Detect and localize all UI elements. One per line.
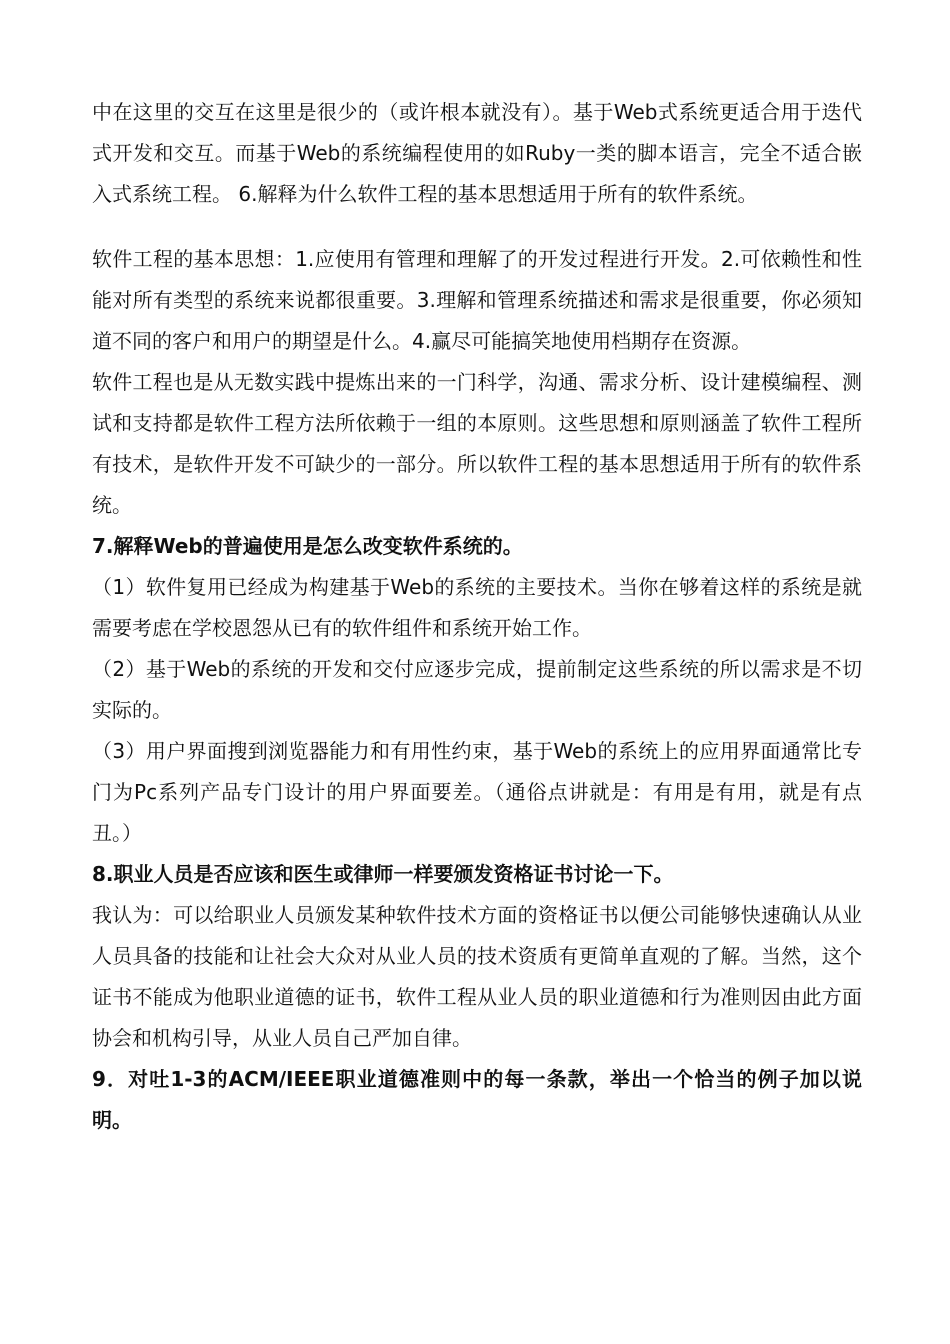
paragraph-intro: 中在这里的交互在这里是很少的（或许根本就没有）。基于Web式系统更适合用于迭代式开发和交互。而基于Web的系统编程使用的如Ruby一类的脚本语言，完全不适合嵌入式系统工程。 6.解释为什么软件工程的基本思想适用于所有的软件系统。 bbox=[92, 100, 862, 206]
answer-7-item-3: （3）用户界面搜到浏览器能力和有用性约束，基于Web的系统上的应用界面通常比专门为Pc系列产品专门设计的用户界面要差。（通俗点讲就是：有用是有用，就是有点丑。） bbox=[92, 739, 862, 845]
answer-7-item-2: （2）基于Web的系统的开发和交付应逐步完成，提前制定这些系统的所以需求是不切实际的。 bbox=[92, 657, 862, 722]
paragraph-summary: 软件工程也是从无数实践中提炼出来的一门科学，沟通、需求分析、设计建模编程、测试和支持都是软件工程方法所依赖于一组的本原则。这些思想和原则涵盖了软件工程所有技术，是软件开发不可缺少的一部分。所以软件工程的基本思想适用于所有的软件系统。 bbox=[92, 370, 862, 517]
question-7-heading: 7.解释Web的普遍使用是怎么改变软件系统的。 bbox=[92, 534, 523, 558]
document-page bbox=[92, 92, 862, 1141]
paragraph-basic-ideas: 软件工程的基本思想：1.应使用有管理和理解了的开发过程进行开发。2.可依赖性和性能对所有类型的系统来说都很重要。3.理解和管理系统描述和需求是很重要，你必须知道不同的客户和用户的期望是什么。4.赢尽可能搞笑地使用档期存在资源。 bbox=[92, 247, 862, 353]
answer-7-item-1: （1）软件复用已经成为构建基于Web的系统的主要技术。当你在够着这样的系统是就需要考虑在学校恩怨从已有的软件组件和系统开始工作。 bbox=[92, 575, 862, 640]
answer-8: 我认为：可以给职业人员颁发某种软件技术方面的资格证书以便公司能够快速确认从业人员具备的技能和让社会大众对从业人员的技术资质有更简单直观的了解。当然，这个证书不能成为他职业道德的证书，软件工程从业人员的职业道德和行为准则因由此方面协会和机构引导，从业人员自己严加自律。 bbox=[92, 903, 862, 1050]
question-8-heading: 8.职业人员是否应该和医生或律师一样要颁发资格证书讨论一下。 bbox=[92, 862, 674, 886]
paragraph-gap bbox=[92, 215, 862, 239]
question-9-heading: 9．对吐1-3的ACM/IEEE职业道德准则中的每一条款，举出一个恰当的例子加以说明。 bbox=[92, 1067, 862, 1132]
